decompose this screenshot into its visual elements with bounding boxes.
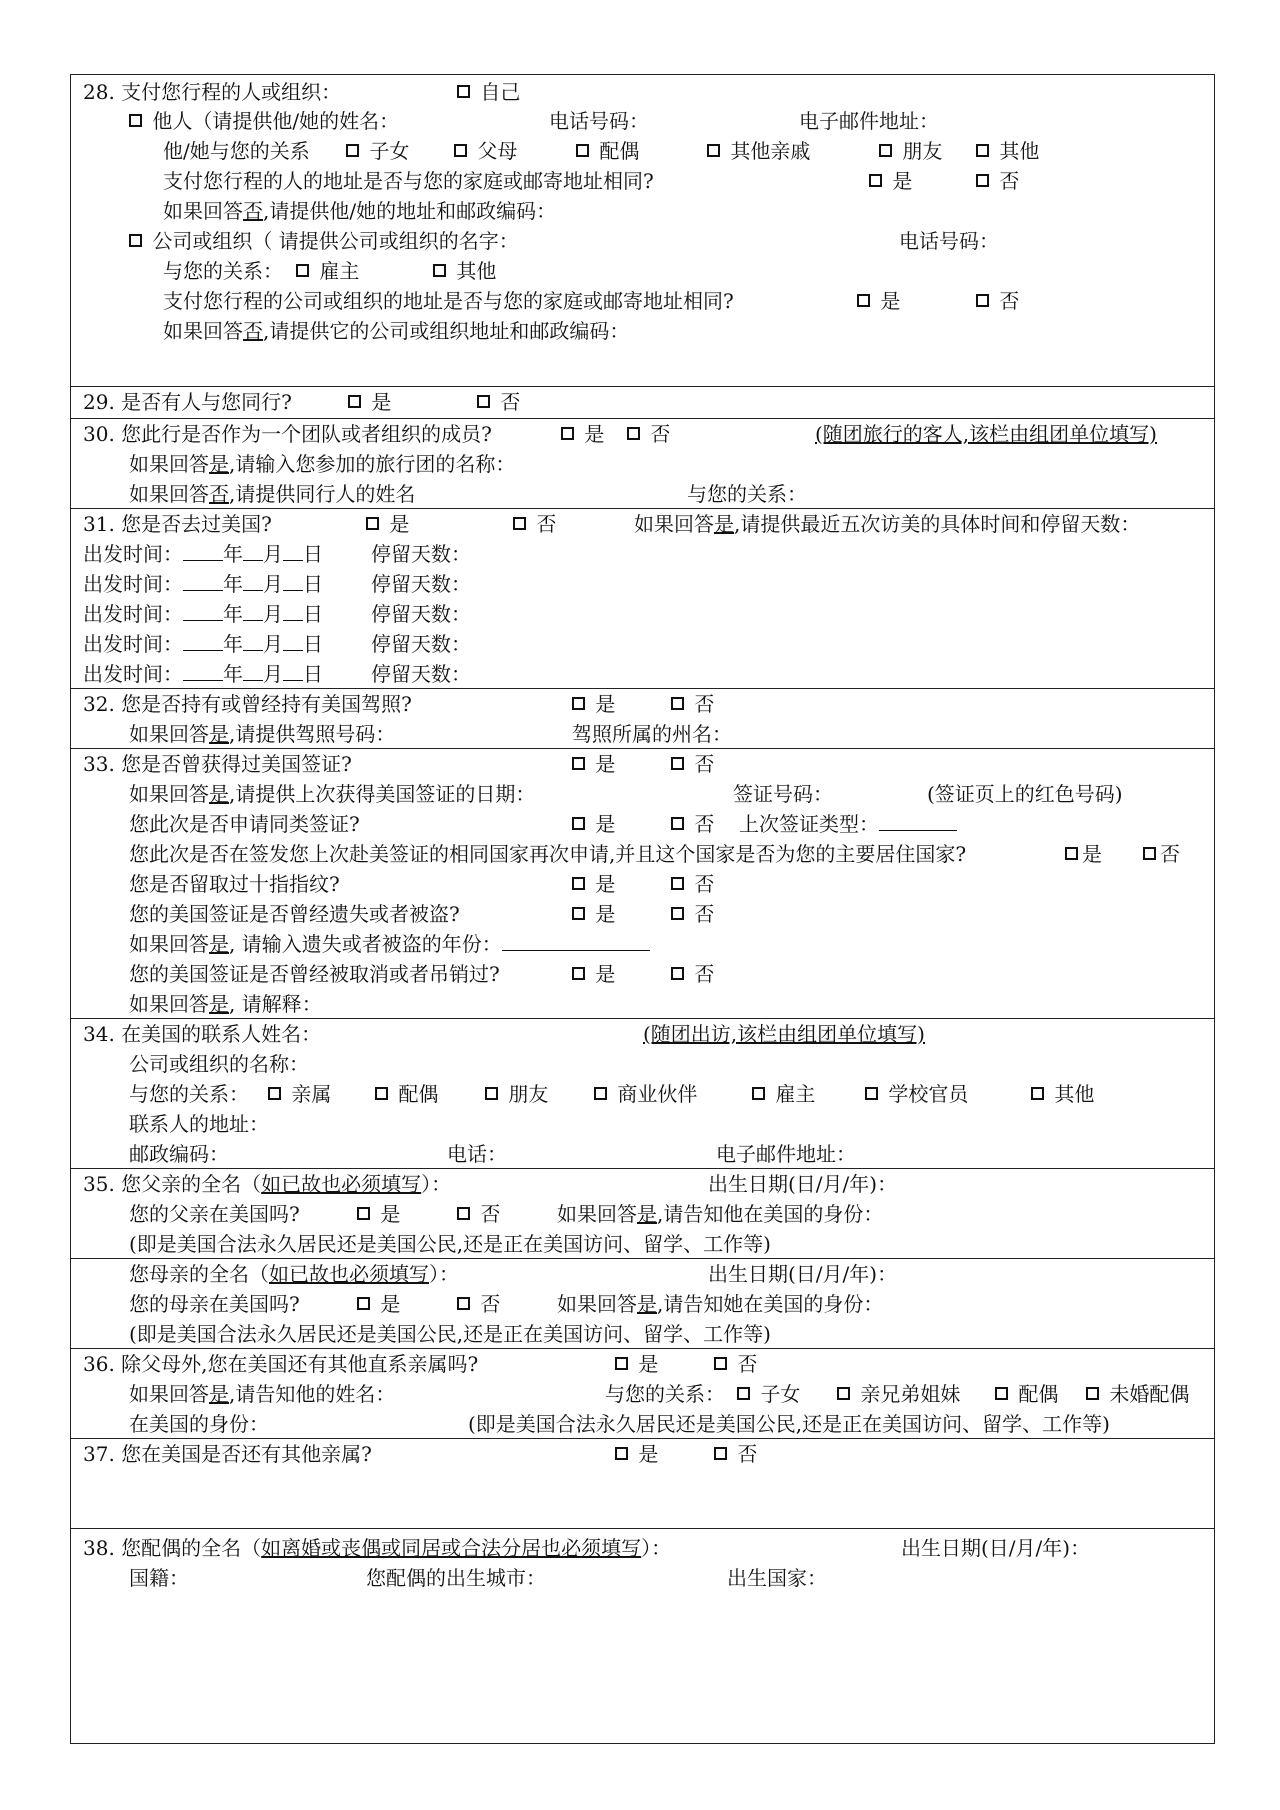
section-35-mother: [71, 1258, 1214, 1348]
q36-if-yes-instruction: 如果回答是,请告知他的姓名：: [129, 1382, 396, 1406]
q28-company-rel-option[interactable]: 其他: [433, 254, 496, 288]
q35-mother-dob-label: 出生日期(日/月/年)：: [708, 1262, 898, 1286]
q29-yes[interactable]: 是: [348, 385, 391, 419]
q28-rel-option[interactable]: 子女: [346, 134, 409, 168]
q28-email-label: 电子邮件地址：: [799, 109, 939, 133]
q31-year-field[interactable]: 年: [183, 567, 243, 601]
q31-departure-label: 出发时间：: [83, 632, 183, 656]
q32-if-yes-instruction: 如果回答是,请提供驾照号码：: [129, 722, 396, 746]
section-37: [71, 1438, 1214, 1528]
q34-rel-option[interactable]: 配偶: [375, 1077, 438, 1111]
q33-fingerprint-question: 您是否留取过十指指纹?: [129, 872, 340, 896]
q31-day-field[interactable]: 日: [283, 567, 323, 601]
q31-day-field[interactable]: 日: [283, 597, 323, 631]
q33-no[interactable]: 否: [671, 747, 714, 781]
q31-month-field[interactable]: 月: [243, 567, 283, 601]
q28-self-option[interactable]: 自己: [457, 75, 520, 109]
section-29: [71, 386, 1214, 418]
section-32: [71, 688, 1214, 748]
q28-other-option[interactable]: 他人（请提供他/她的姓名：: [129, 104, 399, 138]
q30-if-yes-instruction: 如果回答是,请输入您参加的旅行团的名称：: [129, 452, 516, 476]
q33-same-type-yes[interactable]: 是: [572, 807, 615, 841]
q33-fingerprint-no[interactable]: 否: [671, 867, 714, 901]
q35-mother-no[interactable]: 否: [457, 1287, 500, 1321]
q28-company-addr-yes[interactable]: 是: [857, 284, 900, 318]
q32-yes[interactable]: 是: [572, 687, 615, 721]
q33-same-country-yes[interactable]: 是: [1065, 837, 1102, 871]
q33-lost-year[interactable]: 如果回答是, 请输入遗失或者被盗的年份：: [129, 927, 650, 961]
q34-label: 34. 在美国的联系人姓名：: [83, 1022, 322, 1046]
q34-org-label: 公司或组织的名称：: [129, 1052, 309, 1076]
q34-rel-option[interactable]: 亲属: [268, 1077, 331, 1111]
q36-relationship-label: 与您的关系：: [605, 1382, 725, 1406]
q36-status-label: 在美国的身份：: [129, 1412, 269, 1436]
q31-year-field[interactable]: 年: [183, 627, 243, 661]
q31-label: 31. 您是否去过美国?: [83, 512, 272, 536]
q33-last-visa-type[interactable]: 上次签证类型：: [739, 807, 957, 841]
q36-rel-option[interactable]: 配偶: [995, 1377, 1058, 1411]
q38-spouse-name-label: 38. 您配偶的全名（如离婚或丧偶或同居或合法分居也必须填写）：: [83, 1536, 672, 1560]
q28-phone-label: 电话号码：: [549, 109, 649, 133]
q32-no[interactable]: 否: [671, 687, 714, 721]
q38-dob-label: 出生日期(日/月/年)：: [901, 1536, 1091, 1560]
q31-day-field[interactable]: 日: [283, 657, 323, 691]
q35-mother-status-instruction: 如果回答是,请告知她在美国的身份：: [557, 1292, 884, 1316]
section-38: [71, 1528, 1214, 1745]
q28-company-address-same-question: 支付您行程的公司或组织的地址是否与您的家庭或邮寄地址相同?: [163, 289, 734, 313]
q31-yes[interactable]: 是: [366, 507, 409, 541]
q38-birth-city-label: 您配偶的出生城市：: [366, 1566, 546, 1590]
q35-father-no[interactable]: 否: [457, 1197, 500, 1231]
q33-label: 33. 您是否曾获得过美国签证?: [83, 752, 352, 776]
q30-if-no-instruction: 如果回答否,请提供同行人的姓名: [129, 482, 416, 506]
checkbox-company[interactable]: [129, 234, 142, 247]
q31-month-field[interactable]: 月: [243, 627, 283, 661]
q37-yes[interactable]: 是: [615, 1437, 658, 1471]
q31-month-field[interactable]: 月: [243, 597, 283, 631]
q31-departure-label: 出发时间：: [83, 662, 183, 686]
q35-father-status-instruction: 如果回答是,请告知他在美国的身份：: [557, 1202, 884, 1226]
q34-email-label: 电子邮件地址：: [716, 1142, 856, 1166]
q31-stay-days-label: 停留天数：: [371, 572, 471, 596]
q33-lost-no[interactable]: 否: [671, 897, 714, 931]
q34-rel-option[interactable]: 朋友: [485, 1077, 548, 1111]
q31-stay-days-label: 停留天数：: [371, 662, 471, 686]
q35-father-dob-label: 出生日期(日/月/年)：: [708, 1172, 898, 1196]
section-34: [71, 1018, 1214, 1168]
section-30: [71, 418, 1214, 508]
q33-visa-note: (签证页上的红色号码): [927, 782, 1123, 806]
checkbox-other-person[interactable]: [129, 114, 142, 127]
q33-cancelled-yes[interactable]: 是: [572, 957, 615, 991]
q31-stay-days-label: 停留天数：: [371, 542, 471, 566]
checkbox-self[interactable]: [457, 85, 470, 98]
q35-father-status-note: (即是美国合法永久居民还是美国公民,还是正在美国访问、留学、工作等): [129, 1232, 771, 1256]
q31-stay-days-label: 停留天数：: [371, 602, 471, 626]
q31-day-field[interactable]: 日: [283, 627, 323, 661]
q33-yes[interactable]: 是: [572, 747, 615, 781]
q34-rel-option[interactable]: 商业伙伴: [594, 1077, 697, 1111]
q34-note: (随团出访,该栏由组团单位填写): [643, 1022, 925, 1046]
q35-father-in-us-question: 您的父亲在美国吗?: [129, 1202, 300, 1226]
q33-cancelled-question: 您的美国签证是否曾经被取消或者吊销过?: [129, 962, 500, 986]
section-28: [71, 75, 1214, 386]
q31-departure-label: 出发时间：: [83, 572, 183, 596]
q28-rel-option[interactable]: 父母: [454, 134, 517, 168]
q36-no[interactable]: 否: [714, 1347, 757, 1381]
q36-status-note: (即是美国合法永久居民还是美国公民,还是正在美国访问、留学、工作等): [468, 1412, 1110, 1436]
q28-rel-option[interactable]: 其他: [976, 134, 1039, 168]
q30-label: 30. 您此行是否作为一个团队或者组织的成员?: [83, 422, 492, 446]
q30-relationship-label: 与您的关系：: [687, 482, 807, 506]
q28-label: 28. 支付您行程的人或组织：: [83, 80, 342, 104]
q35-father-name-label: 35. 您父亲的全名（如已故也必须填写）：: [83, 1172, 452, 1196]
q35-father-yes[interactable]: 是: [357, 1197, 400, 1231]
q28-address-same-question: 支付您行程的人的地址是否与您的家庭或邮寄地址相同?: [163, 169, 654, 193]
q35-mother-name-label: 您母亲的全名（如已故也必须填写）：: [129, 1262, 459, 1286]
q28-addr-yes[interactable]: 是: [869, 164, 912, 198]
q34-relationship-label: 与您的关系：: [129, 1082, 249, 1106]
visa-form: [70, 74, 1215, 1744]
q29-label: 29. 是否有人与您同行?: [83, 390, 292, 414]
q31-departure-label: 出发时间：: [83, 542, 183, 566]
section-35-father: [71, 1168, 1214, 1258]
q28-rel-option[interactable]: 朋友: [879, 134, 942, 168]
q31-stay-days-label: 停留天数：: [371, 632, 471, 656]
q33-lost-yes[interactable]: 是: [572, 897, 615, 931]
q33-same-type-no[interactable]: 否: [671, 807, 714, 841]
q30-no[interactable]: 否: [627, 417, 670, 451]
q38-nationality-label: 国籍：: [129, 1566, 189, 1590]
q32-state-label: 驾照所属的州名：: [572, 722, 732, 746]
q28-company-rel-option[interactable]: 雇主: [296, 254, 359, 288]
q34-rel-option[interactable]: 其他: [1031, 1077, 1094, 1111]
q34-rel-option[interactable]: 雇主: [752, 1077, 815, 1111]
q36-label: 36. 除父母外,您在美国还有其他直系亲属吗?: [83, 1352, 479, 1376]
q28-company-phone-label: 电话号码：: [899, 229, 999, 253]
q34-address-label: 联系人的地址：: [129, 1112, 269, 1136]
q28-if-no-instruction: 如果回答否,请提供他/她的地址和邮政编码：: [163, 199, 557, 223]
q35-mother-yes[interactable]: 是: [357, 1287, 400, 1321]
q37-no[interactable]: 否: [714, 1437, 757, 1471]
q28-rel-option[interactable]: 配偶: [576, 134, 639, 168]
q33-fingerprint-yes[interactable]: 是: [572, 867, 615, 901]
q33-explain-instruction: 如果回答是, 请解释：: [129, 992, 322, 1016]
q33-if-yes-instruction: 如果回答是,请提供上次获得美国签证的日期：: [129, 782, 536, 806]
q31-departure-label: 出发时间：: [83, 602, 183, 626]
q31-year-field[interactable]: 年: [183, 597, 243, 631]
q31-if-yes-instruction: 如果回答是,请提供最近五次访美的具体时间和停留天数：: [634, 512, 1141, 536]
q30-note: (随团旅行的客人,该栏由组团单位填写): [815, 422, 1157, 446]
q28-addr-no[interactable]: 否: [976, 164, 1019, 198]
q34-phone-label: 电话：: [447, 1142, 507, 1166]
q28-rel-option[interactable]: 其他亲戚: [707, 134, 810, 168]
q33-same-country-no[interactable]: 否: [1143, 837, 1180, 871]
q28-company-rel-label: 与您的关系：: [163, 259, 283, 283]
q36-rel-option[interactable]: 子女: [737, 1377, 800, 1411]
q33-visa-number-label: 签证号码：: [733, 782, 833, 806]
q28-company-addr-no[interactable]: 否: [976, 284, 1019, 318]
section-31: [71, 508, 1214, 688]
q33-cancelled-no[interactable]: 否: [671, 957, 714, 991]
q31-year-field[interactable]: 年: [183, 537, 243, 571]
q37-label: 37. 您在美国是否还有其他亲属?: [83, 1442, 372, 1466]
q31-month-field[interactable]: 月: [243, 657, 283, 691]
q28-company-option[interactable]: 公司或组织（ 请提供公司或组织的名字：: [129, 224, 519, 258]
q33-same-type-question: 您此次是否申请同类签证?: [129, 812, 360, 836]
q33-same-country-question: 您此次是否在签发您上次赴美签证的相同国家再次申请,并且这个国家是否为您的主要居住国家?: [129, 842, 967, 866]
q36-yes[interactable]: 是: [615, 1347, 658, 1381]
q31-month-field[interactable]: 月: [243, 537, 283, 571]
q31-day-field[interactable]: 日: [283, 537, 323, 571]
q30-yes[interactable]: 是: [561, 417, 604, 451]
q33-lost-question: 您的美国签证是否曾经遗失或者被盗?: [129, 902, 460, 926]
q35-mother-status-note: (即是美国合法永久居民还是美国公民,还是正在美国访问、留学、工作等): [129, 1322, 771, 1346]
q31-year-field[interactable]: 年: [183, 657, 243, 691]
q34-zip-label: 邮政编码：: [129, 1142, 229, 1166]
q36-rel-option[interactable]: 未婚配偶: [1086, 1377, 1189, 1411]
q29-no[interactable]: 否: [477, 385, 520, 419]
q28-company-if-no-instruction: 如果回答否,请提供它的公司或组织地址和邮政编码：: [163, 319, 630, 343]
q31-no[interactable]: 否: [513, 507, 556, 541]
q36-rel-option[interactable]: 亲兄弟姐妹: [837, 1377, 960, 1411]
q28-relationship-label: 他/她与您的关系: [163, 139, 310, 163]
q38-birth-country-label: 出生国家：: [727, 1566, 827, 1590]
q35-mother-in-us-question: 您的母亲在美国吗?: [129, 1292, 300, 1316]
q34-rel-option[interactable]: 学校官员: [865, 1077, 968, 1111]
section-33: [71, 748, 1214, 1018]
section-36: [71, 1348, 1214, 1438]
q32-label: 32. 您是否持有或曾经持有美国驾照?: [83, 692, 412, 716]
